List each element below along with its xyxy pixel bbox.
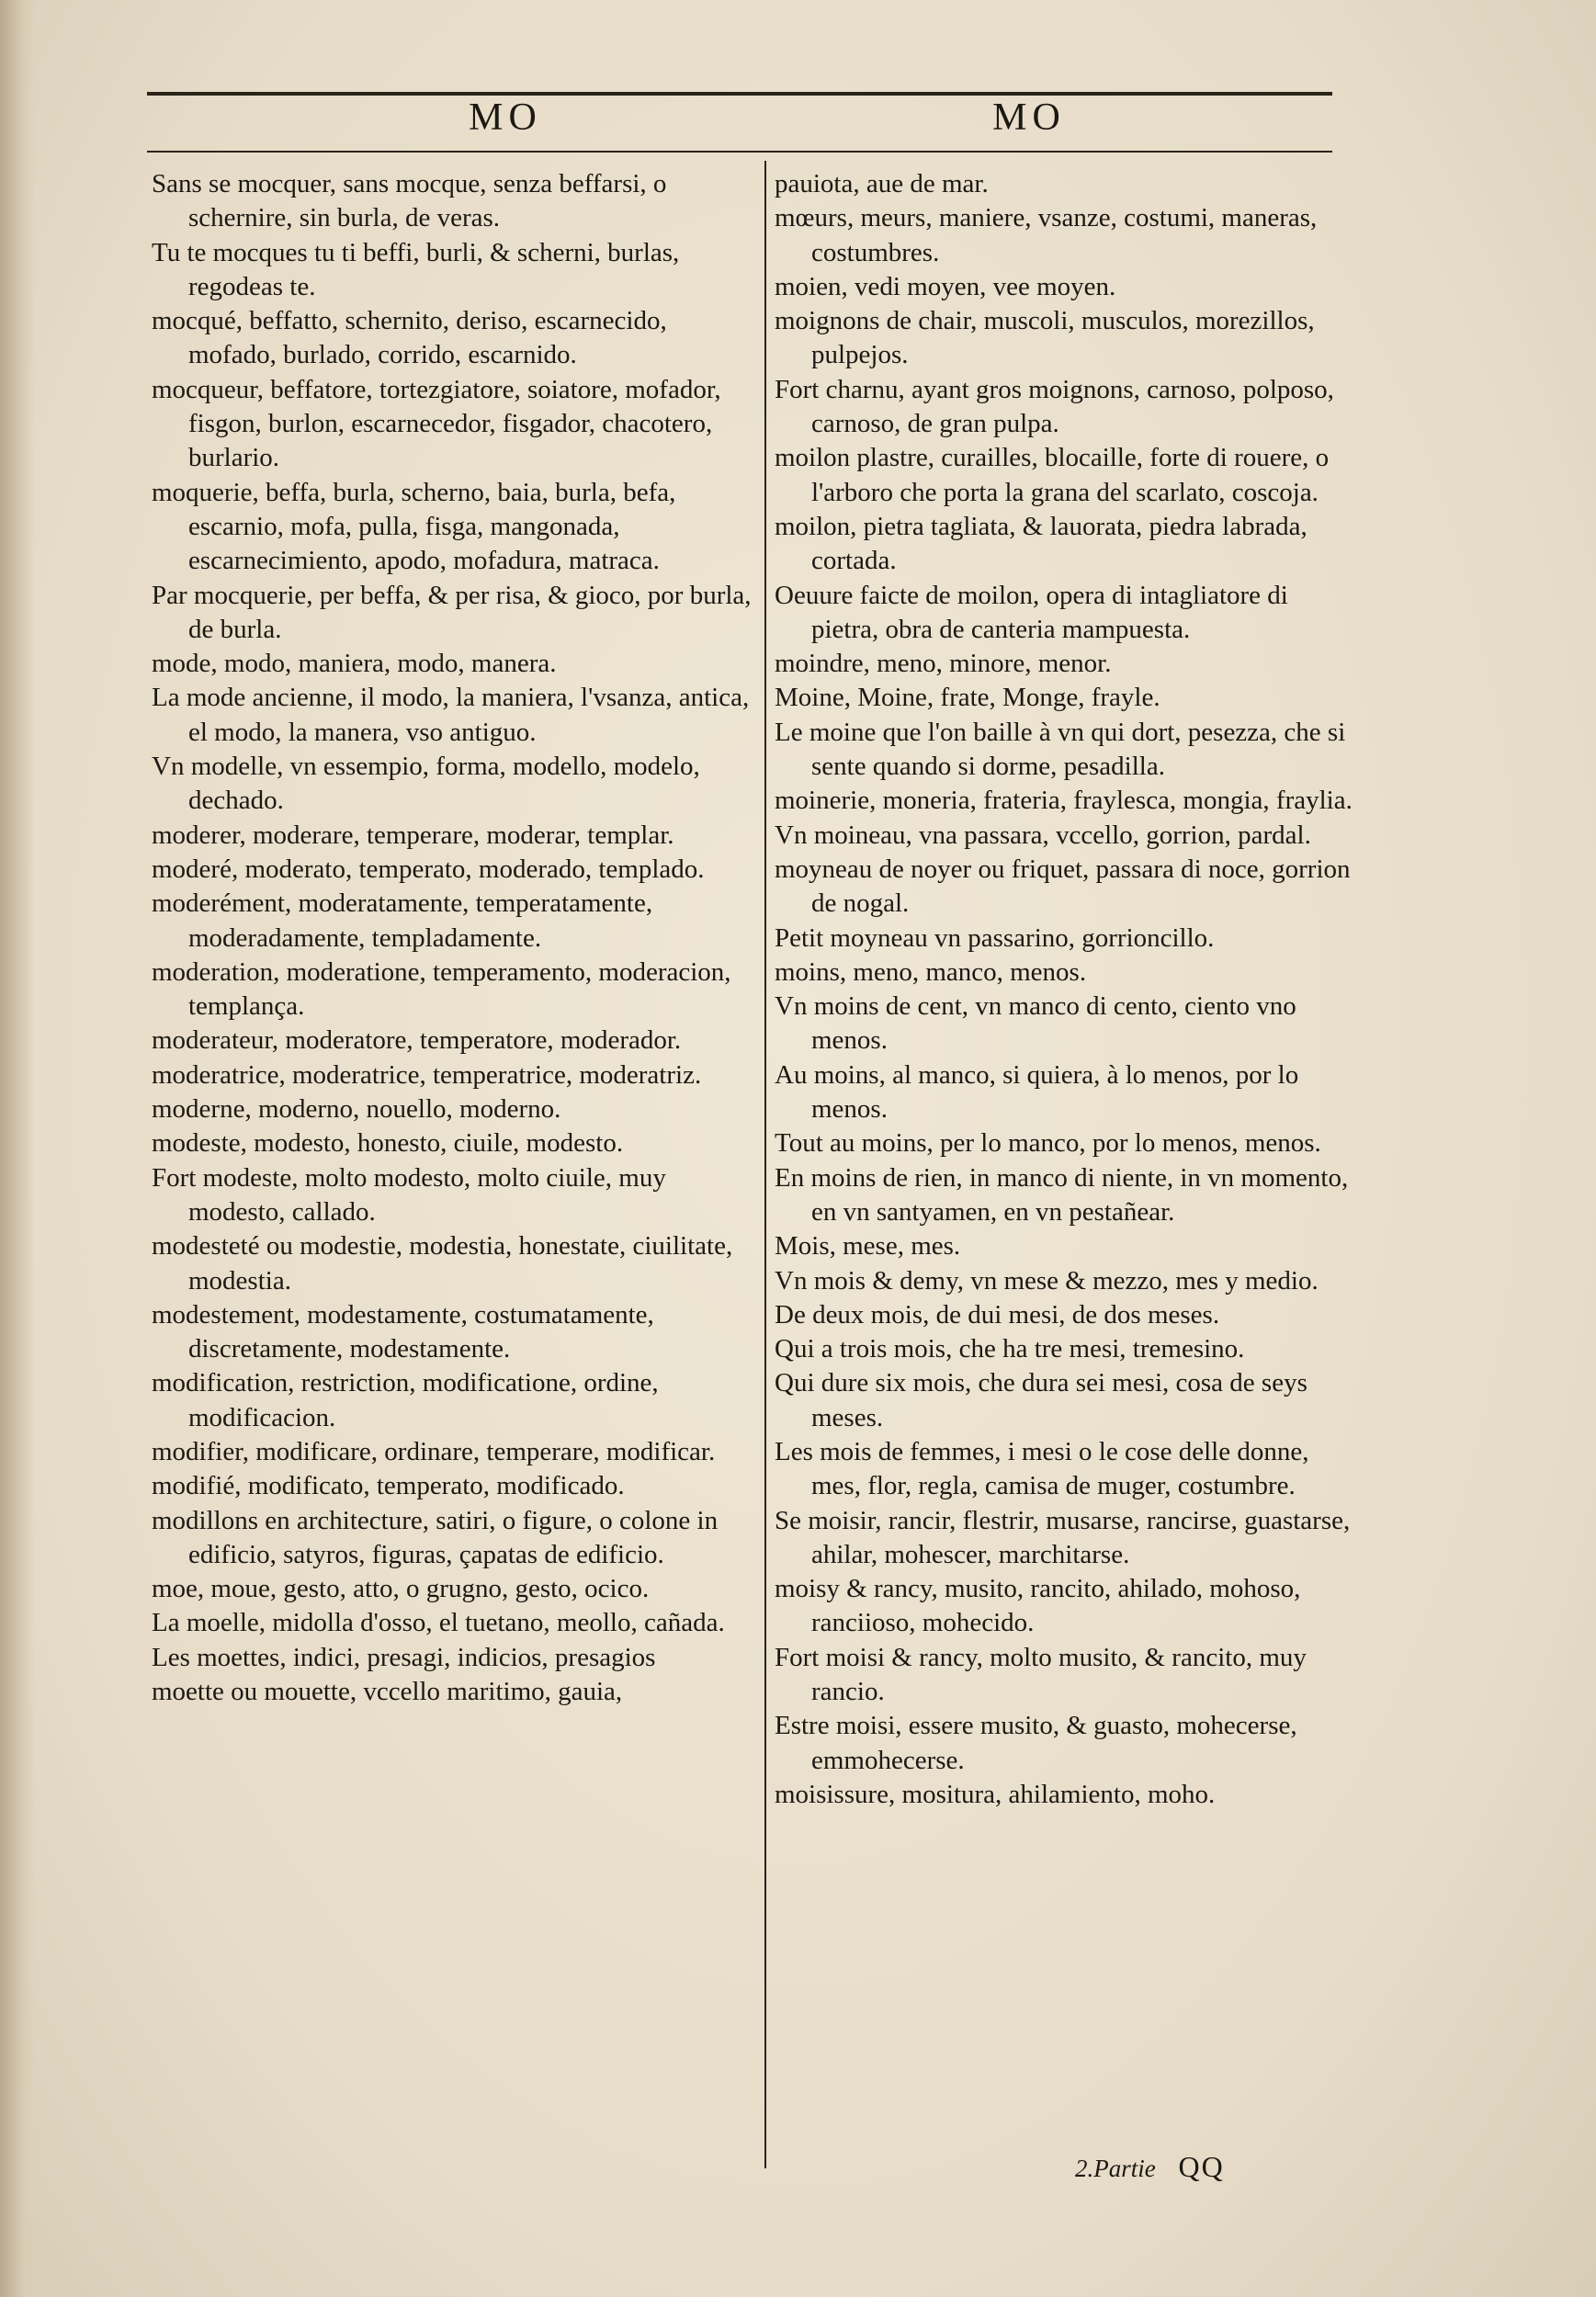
dictionary-entry: moignons de chair, muscoli, musculos, morezillos, pulpejos. <box>775 306 1315 370</box>
dictionary-entry: moe, moue, gesto, atto, o grugno, gesto, ocico. <box>152 1574 650 1604</box>
dictionary-entry: La mode ancienne, il modo, la maniera, l'vsanza, antica, el modo, la manera, vso antiguo. <box>152 683 750 747</box>
dictionary-entry: Vn mois & demy, vn mese & mezzo, mes y medio. <box>775 1265 1319 1296</box>
dictionary-entry: Tu te mocques tu ti beffi, burli, & scherni, burlas, regodeas te. <box>152 237 680 301</box>
column-divider <box>764 161 766 2168</box>
signature-mark: QQ <box>1178 2150 1225 2183</box>
dictionary-entry: moderatrice, moderatrice, temperatrice, moderatriz. <box>152 1059 702 1090</box>
left-column <box>152 167 753 1709</box>
dictionary-entry: moderateur, moderatore, temperatore, moderador. <box>152 1025 682 1056</box>
dictionary-entry: moderément, moderatamente, temperatamente, moderadamente, templadamente. <box>152 888 653 953</box>
dictionary-entry: De deux mois, de dui mesi, de dos meses. <box>775 1299 1220 1330</box>
dictionary-entry: modification, restriction, modificatione, ordine, modificacion. <box>152 1368 659 1432</box>
dictionary-entry: Vn moineau, vna passara, vccello, gorrion, pardal. <box>775 820 1311 850</box>
dictionary-entry: En moins de rien, in manco di niente, in vn momento, en vn santyamen, en vn pestañear. <box>775 1162 1349 1227</box>
dictionary-entry: Mois, mese, mes. <box>775 1231 961 1262</box>
part-label: 2.Partie <box>1075 2155 1156 2182</box>
dictionary-entry: Au moins, al manco, si quiera, à lo menos, por lo menos. <box>775 1059 1299 1125</box>
dictionary-entry: moien, vedi moyen, vee moyen. <box>775 271 1116 301</box>
dictionary-entry: Estre moisi, essere musito, & guasto, mohecerse, emmohecerse. <box>775 1711 1297 1775</box>
dictionary-entry: Fort charnu, ayant gros moignons, carnoso, polposo, carnoso, de gran pulpa. <box>775 374 1334 439</box>
book-binding-shadow <box>0 0 35 2297</box>
dictionary-entry: moquerie, beffa, burla, scherno, baia, burla, befa, escarnio, mofa, pulla, fisga, mangonada, escarnecimiento, apodo, mofadura, matraca. <box>152 477 676 576</box>
dictionary-entry: mode, modo, maniera, modo, manera. <box>152 649 557 679</box>
dictionary-entry: modesteté ou modestie, modestia, honestate, ciuilitate, modestia. <box>152 1231 733 1296</box>
dictionary-entry: Moine, Moine, frate, Monge, frayle. <box>775 683 1160 713</box>
dictionary-entry: moisy & rancy, musito, rancito, ahilado, mohoso, ranciioso, mohecido. <box>775 1574 1301 1638</box>
dictionary-entry: moderé, moderato, temperato, moderado, templado. <box>152 854 705 884</box>
dictionary-entry: Qui dure six mois, che dura sei mesi, cosa de seys meses. <box>775 1368 1307 1432</box>
dictionary-entry: moinerie, moneria, frateria, fraylesca, mongia, fraylia. <box>775 786 1353 816</box>
dictionary-entry: mœurs, meurs, maniere, vsanze, costumi, maneras, costumbres. <box>775 203 1318 267</box>
dictionary-entry: La moelle, midolla d'osso, el tuetano, meollo, cañada. <box>152 1608 725 1638</box>
dictionary-entry: moderer, moderare, temperare, moderar, templar. <box>152 820 674 850</box>
dictionary-entry: mocqueur, beffatore, tortezgiatore, soiatore, mofador, fisgon, burlon, escarnecedor, fisgador, chacotero, burlario. <box>152 374 721 473</box>
dictionary-entry: Les moettes, indici, presagi, indicios, presagios <box>152 1642 656 1672</box>
dictionary-entry: Tout au moins, per lo manco, por lo menos, menos. <box>775 1128 1321 1159</box>
dictionary-entry: modeste, modesto, honesto, ciuile, modesto. <box>152 1128 624 1159</box>
dictionary-entry: Le moine que l'on baille à vn qui dort, pesezza, che si sente quando si dorme, pesadilla. <box>775 717 1346 782</box>
header-rule <box>147 151 1332 153</box>
dictionary-entry: modillons en architecture, satiri, o figure, o colone in edificio, satyros, figuras, çapatas de edificio. <box>152 1505 719 1569</box>
dictionary-entry: Oeuure faicte de moilon, opera di intagliatore di pietra, obra de canteria mampuesta. <box>775 580 1288 644</box>
dictionary-entry: moderation, moderatione, temperamento, moderacion, templança. <box>152 956 731 1022</box>
dictionary-entry: Les mois de femmes, i mesi o le cose delle donne, mes, flor, regla, camisa de muger, costumbre. <box>775 1436 1309 1501</box>
dictionary-entry: pauiota, aue de mar. <box>775 169 989 198</box>
dictionary-entry: Fort modeste, molto modesto, molto ciuile, muy modesto, callado. <box>152 1162 666 1227</box>
dictionary-entry: moette ou mouette, vccello maritimo, gauia, <box>152 1677 623 1707</box>
top-rule <box>147 92 1332 96</box>
dictionary-entry: Fort moisi & rancy, molto musito, & rancito, muy rancio. <box>775 1642 1307 1707</box>
dictionary-entry: Vn modelle, vn essempio, forma, modello, modelo, dechado. <box>152 752 700 816</box>
dictionary-entry: Se moisir, rancir, flestrir, musarse, rancirse, guastarse, ahilar, mohescer, marchitarse. <box>775 1505 1351 1569</box>
right-column <box>775 167 1353 1812</box>
dictionary-entry: moilon plastre, curailles, blocaille, forte di rouere, o l'arboro che porta la grana del scarlato, coscoja. <box>775 443 1330 507</box>
dictionary-entry: Vn moins de cent, vn manco di cento, ciento vno menos. <box>775 991 1296 1056</box>
dictionary-entry: moderne, moderno, nouello, moderno. <box>152 1094 561 1125</box>
dictionary-entry: moins, meno, manco, menos. <box>775 956 1087 987</box>
dictionary-entry: modifié, modificato, temperato, modificado. <box>152 1471 625 1501</box>
dictionary-entry: modestement, modestamente, costumatamente, discretamente, modestamente. <box>152 1299 654 1364</box>
dictionary-entry: moisissure, mositura, ahilamiento, moho. <box>775 1779 1216 1809</box>
dictionary-entry: mocqué, beffatto, schernito, deriso, escarnecido, mofado, burlado, corrido, escarnido. <box>152 306 667 370</box>
dictionary-entry: Qui a trois mois, che ha tre mesi, tremesino. <box>775 1334 1245 1364</box>
dictionary-entry: moindre, meno, minore, menor. <box>775 649 1112 679</box>
dictionary-entry: Sans se mocquer, sans mocque, senza beffarsi, o schernire, sin burla, de veras. <box>152 169 667 233</box>
dictionary-entry: Petit moyneau vn passarino, gorrioncillo. <box>775 922 1215 953</box>
running-head-right: MO <box>992 96 1066 139</box>
page-footer <box>1075 2150 1351 2187</box>
dictionary-entry: modifier, modificare, ordinare, temperare, modificar. <box>152 1436 716 1466</box>
dictionary-entry: moyneau de noyer ou friquet, passara di noce, gorrion de nogal. <box>775 854 1351 919</box>
running-head-left: MO <box>469 96 542 139</box>
dictionary-entry: moilon, pietra tagliata, & lauorata, piedra labrada, cortada. <box>775 511 1307 576</box>
dictionary-entry: Par mocquerie, per beffa, & per risa, & gioco, por burla, de burla. <box>152 580 752 644</box>
